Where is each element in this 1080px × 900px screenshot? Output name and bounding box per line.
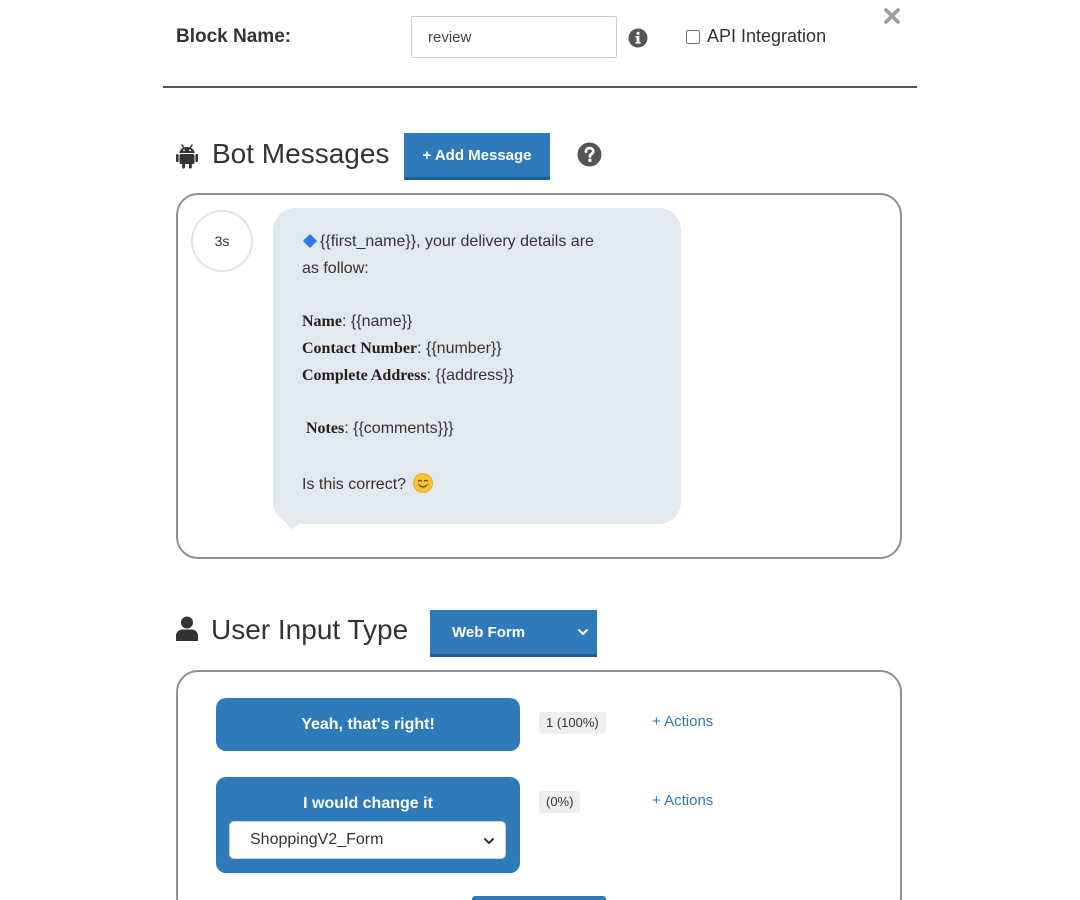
name-key: Name [302,313,342,330]
api-integration-checkbox[interactable] [686,30,700,44]
reply-count-badge: 1 (100%) [539,712,606,734]
address-key: Complete Address [302,367,427,384]
name-value: : {{name}} [341,313,413,330]
web-form-select-value: ShoppingV2_Form [250,831,384,848]
add-actions-link[interactable]: + Actions [652,713,714,730]
api-integration-label: API Integration [707,26,827,46]
message-notes-line [306,420,454,438]
message-intro-line-2: as follow: [302,260,369,277]
quick-reply-label: Yeah, that's right! [301,716,435,733]
user-input-type-title: User Input Type [211,614,409,645]
header-divider [163,86,917,88]
web-form-select[interactable] [229,821,506,859]
message-question-text: Is this correct? [302,476,407,493]
chevron-down-icon [577,627,589,637]
android-icon [176,143,198,169]
message-contact-line [302,340,502,358]
quick-reply-button[interactable] [216,698,520,751]
message-question-line [302,473,433,494]
info-circle-icon[interactable] [628,28,648,48]
contact-value: : {{number}} [417,340,502,357]
message-delay[interactable]: 3s [191,210,253,272]
blue-diamond-icon [303,234,317,248]
notes-key: Notes [306,420,345,437]
block-name-label: Block Name: [176,26,292,47]
smiling-face-icon [413,473,433,493]
question-circle-icon[interactable] [577,142,602,167]
add-message-button[interactable]: + Add Message [404,133,550,180]
reply-count-badge: (0%) [539,791,580,813]
api-integration-toggle[interactable] [686,26,826,47]
notes-value: : {{comments}}} [344,420,454,437]
contact-key: Contact Number [302,340,418,357]
user-input-type-value: Web Form [452,623,526,641]
address-value: : {{address}} [426,367,514,384]
message-bubble-tail [283,518,307,530]
block-name-input[interactable] [411,16,617,58]
quick-reply-label: I would change it [303,795,433,812]
message-intro-line [302,233,594,251]
close-icon[interactable] [882,6,902,26]
bot-messages-title: Bot Messages [212,138,390,169]
quick-reply-button-form[interactable] [216,777,520,873]
add-actions-link[interactable]: + Actions [652,792,714,809]
message-address-line [302,367,514,385]
message-name-line [302,313,412,331]
user-icon [176,616,198,642]
user-input-type-select[interactable] [430,610,597,657]
message-intro-text: {{first_name}}, your delivery details are [320,233,594,250]
chevron-down-icon [483,836,495,846]
add-reply-button-partial[interactable] [472,896,606,900]
